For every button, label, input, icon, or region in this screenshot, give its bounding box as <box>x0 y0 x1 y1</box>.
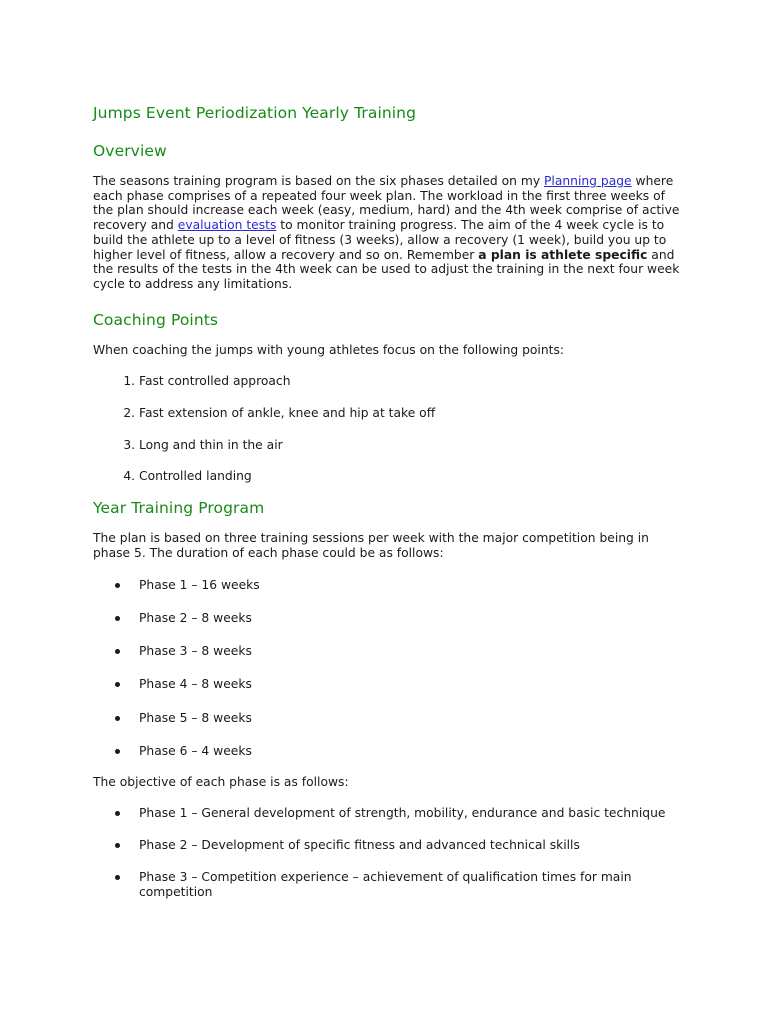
article <box>93 100 681 915</box>
overview-text-2: where each phase comprises of a repeated four week plan. The workload in the first three weeks of the plan should increase each week (easy, medium, hard) and the 4th week comprise of active recovery and <box>93 174 680 233</box>
phase-duration-item: Phase 5 – 8 weeks <box>139 711 681 726</box>
phase-objective-item: Phase 2 – Development of specific fitness and advanced technical skills <box>139 838 681 853</box>
overview-paragraph <box>93 174 681 292</box>
phase-duration-item: Phase 1 – 16 weeks <box>139 578 681 593</box>
coaching-point: 1. Fast controlled approach <box>139 374 681 389</box>
coaching-points-list <box>93 374 681 484</box>
phase-objective-item: Phase 1 – General development of strength, mobility, endurance and basic technique <box>139 806 681 821</box>
coaching-point: 4. Controlled landing <box>139 469 681 484</box>
overview-text-1: The seasons training program is based on the six phases detailed on my <box>93 174 545 188</box>
overview-emphasis: a plan is athlete specific <box>478 247 648 262</box>
coaching-point: 2. Fast extension of ankle, knee and hip at take off <box>139 406 681 421</box>
phase-duration-item: Phase 6 – 4 weeks <box>139 744 681 759</box>
coaching-points-heading: Coaching Points <box>93 310 219 329</box>
phase-duration-list <box>93 578 681 759</box>
overview-text-4: and the results of the tests in the 4th week can be used to adjust the training in the next four week cycle to address any limitations. <box>93 247 680 291</box>
phase-duration-item: Phase 3 – 8 weeks <box>139 644 681 659</box>
page-title: Jumps Event Periodization Yearly Training <box>93 104 417 122</box>
coaching-point: 3. Long and thin in the air <box>139 438 681 453</box>
phase-duration-item: Phase 2 – 8 weeks <box>139 611 681 626</box>
overview-heading: Overview <box>93 142 167 160</box>
overview-text-3: to monitor training progress. The aim of the 4 week cycle is to build the athlete up to a level of fitness (3 weeks), allow a recovery (1 week), build you up to higher level of fitness, allow a recovery and so on. Remember <box>93 218 667 262</box>
phase-objective-list <box>93 806 681 899</box>
evaluation-tests-link[interactable]: evaluation tests <box>177 218 277 233</box>
objective-intro: The objective of each phase is as follows: <box>93 774 349 789</box>
planning-page-link[interactable]: Planning page <box>544 174 632 188</box>
phase-duration-item: Phase 4 – 8 weeks <box>139 677 681 692</box>
coaching-intro: When coaching the jumps with young athletes focus on the following points: <box>93 342 564 357</box>
program-intro: The plan is based on three training sessions per week with the major competition being in phase 5. The duration of each phase could be as follows: <box>93 531 649 560</box>
year-training-heading: Year Training Program <box>93 499 265 518</box>
phase-objective-item: Phase 3 – Competition experience – achievement of qualification times for main competition <box>139 870 681 899</box>
